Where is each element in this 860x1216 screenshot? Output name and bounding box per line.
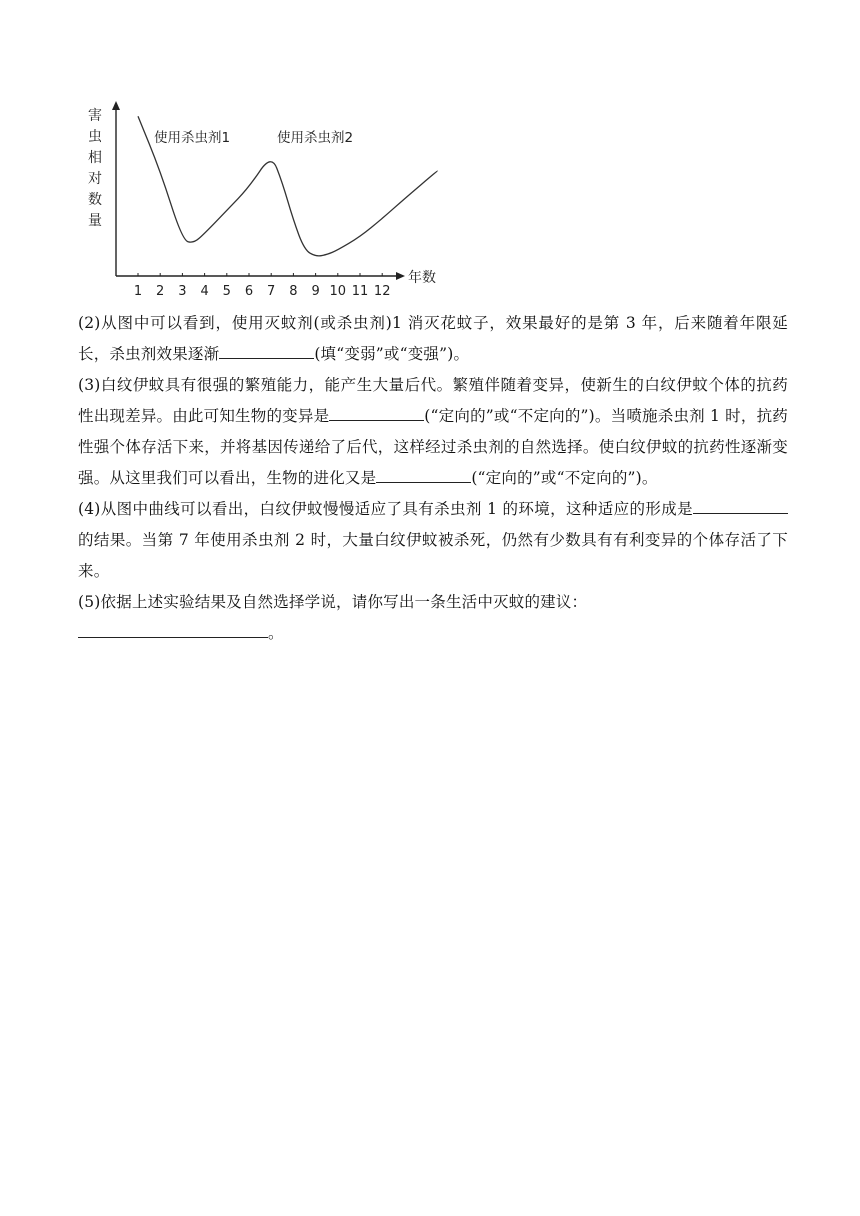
answer-blank[interactable] xyxy=(376,464,471,483)
x-tick-label: 11 xyxy=(351,284,369,299)
x-tick-label: 2 xyxy=(156,284,165,299)
x-tick-label: 12 xyxy=(373,284,391,299)
x-tick-label: 6 xyxy=(244,284,254,299)
x-tick-label: 10 xyxy=(329,284,347,299)
y-label-char: 量 xyxy=(88,213,102,229)
annotation-insecticide-1: 使用杀虫剂1 xyxy=(154,130,231,146)
answer-blank[interactable] xyxy=(693,495,788,514)
x-tick-label: 7 xyxy=(267,284,276,299)
y-label-char: 数 xyxy=(88,192,102,208)
question-block xyxy=(78,308,788,649)
x-tick-label: 8 xyxy=(289,284,298,299)
annotation-insecticide-2: 使用杀虫剂2 xyxy=(277,130,354,146)
question-3-hint: (“定向的”或“不定向的”)。 xyxy=(471,469,658,487)
x-tick-label: 4 xyxy=(200,284,209,299)
question-5-end: 。 xyxy=(268,624,284,642)
y-axis-arrow-icon xyxy=(112,101,120,110)
question-2-hint: (填“变弱”或“变强”)。 xyxy=(314,345,470,363)
y-axis-label xyxy=(88,108,102,229)
y-label-char: 虫 xyxy=(88,129,102,145)
x-axis-arrow-icon xyxy=(396,272,405,280)
x-tick-label: 5 xyxy=(222,284,231,299)
question-2-text: (2)从图中可以看到，使用灭蚊剂(或杀虫剂)1 消灭花蚊子，效果最好的是第 3 年，后来随着年限延长，杀虫剂效果逐渐 xyxy=(78,314,788,363)
answer-blank[interactable] xyxy=(219,340,314,359)
question-4-text: (4)从图中曲线可以看出，白纹伊蚊慢慢适应了具有杀虫剂 1 的环境，这种适应的形成是 xyxy=(78,500,693,518)
x-tick-label: 9 xyxy=(311,284,320,299)
x-tick-label: 3 xyxy=(178,284,187,299)
answer-blank[interactable] xyxy=(78,619,268,638)
pest-population-chart xyxy=(78,98,448,303)
question-4 xyxy=(78,494,788,587)
question-4-text-continued: 的结果。当第 7 年使用杀虫剂 2 时，大量白纹伊蚊被杀死，仍然有少数具有有利变异的个体存活了下来。 xyxy=(78,531,788,580)
y-label-char: 相 xyxy=(88,150,102,166)
question-5 xyxy=(78,587,788,649)
y-label-char: 对 xyxy=(88,171,102,187)
answer-blank[interactable] xyxy=(329,402,424,421)
x-tick-label: 1 xyxy=(133,284,143,299)
question-3-text: (3)白纹伊蚊具有很强的繁殖能力，能产生大量后代。繁殖伴随着变异，使新生的白纹伊蚊个体的抗药性出现差异。由此可知生物的变异是 xyxy=(78,376,788,425)
x-axis-label: 年数 xyxy=(408,270,436,286)
x-axis-ticks xyxy=(134,273,391,299)
question-3 xyxy=(78,370,788,494)
question-3-text-continued: (“定向的”或“不定向的”)。当喷施杀虫剂 1 时，抗药性强个体存活下来，并将基因传递给了后代，这样经过杀虫剂的自然选择。使白纹伊蚊的抗药性逐渐变强。从这里我们可以看出，生物的进化又是 xyxy=(78,407,789,487)
y-label-char: 害 xyxy=(88,108,102,124)
question-5-text: (5)依据上述实验结果及自然选择学说，请你写出一条生活中灭蚊的建议： xyxy=(78,593,588,611)
question-2 xyxy=(78,308,788,370)
